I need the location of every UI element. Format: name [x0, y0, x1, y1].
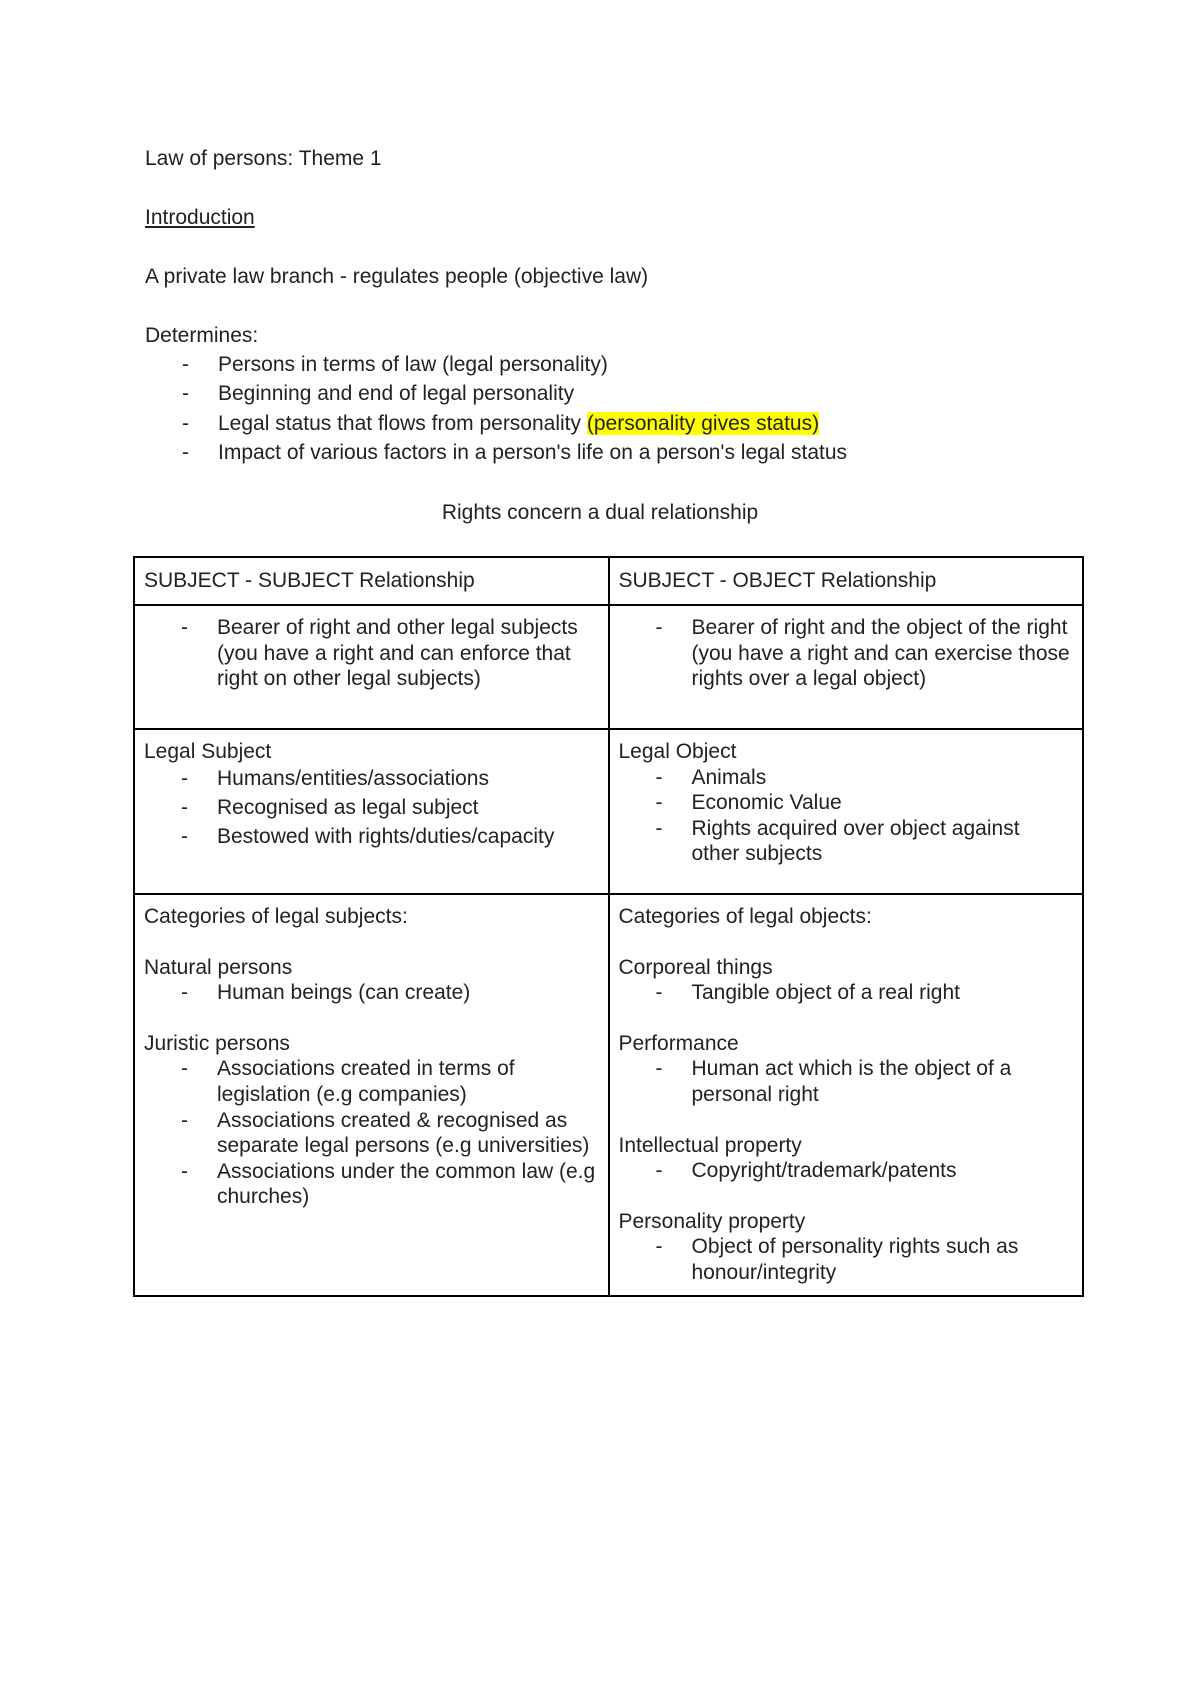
- list-item-text: Object of personality rights such as honour/integrity: [691, 1235, 1019, 1285]
- list-item-text: Associations created in terms of legislation (e.g companies): [217, 1057, 515, 1107]
- list-item-text: Human act which is the object of a personal right: [691, 1057, 1012, 1107]
- cell-list: [619, 615, 1074, 692]
- list-item: [144, 823, 599, 852]
- cell-list: [619, 1158, 1074, 1184]
- bullet-dash: -: [655, 1159, 663, 1183]
- table-caption: Rights concern a dual relationship: [441, 501, 759, 524]
- bullet-dash: -: [181, 1159, 188, 1183]
- bullet-dash: -: [655, 816, 663, 840]
- table-cell: [134, 894, 609, 1296]
- list-item-text: Economic Value: [691, 791, 842, 815]
- list-item-text: Animals: [691, 765, 767, 789]
- list-item: [145, 440, 847, 469]
- group-name: Personality property: [618, 1209, 806, 1233]
- cell-list: [619, 1056, 1074, 1107]
- bullet-dash: -: [181, 1108, 188, 1132]
- list-item: [619, 615, 1074, 692]
- list-item: [619, 1158, 1074, 1184]
- bullet-dash: -: [655, 981, 663, 1005]
- list-item: [144, 1056, 599, 1107]
- list-item: [145, 381, 847, 410]
- cell-list: [144, 1056, 599, 1210]
- cell-list: [144, 615, 599, 692]
- cell-title: Categories of legal objects:: [618, 905, 872, 928]
- list-item-text: Rights acquired over object against other subjects: [691, 816, 1020, 866]
- bullet-dash: -: [181, 824, 188, 848]
- table-cell: [609, 729, 1084, 894]
- bullet-dash: -: [655, 791, 663, 815]
- bullet-dash: -: [182, 382, 189, 406]
- group-name: Juristic persons: [144, 1031, 290, 1055]
- cell-title: Legal Object: [618, 740, 737, 763]
- list-item: [619, 765, 1074, 791]
- list-item: [144, 765, 599, 794]
- table-cell: [609, 605, 1084, 729]
- list-item-text: Human beings (can create): [217, 981, 471, 1005]
- cell-list: [619, 1234, 1074, 1285]
- cell-title: Legal Subject: [144, 740, 272, 763]
- list-item: [619, 980, 1074, 1006]
- bullet-dash: -: [655, 1057, 663, 1081]
- determines-label: Determines:: [145, 324, 259, 347]
- list-item-text: Copyright/trademark/patents: [691, 1159, 957, 1183]
- cell-list: [144, 980, 599, 1006]
- list-item: [619, 1056, 1074, 1107]
- table-row: [134, 894, 1083, 1296]
- list-item-text: Recognised as legal subject: [217, 795, 479, 819]
- table-row: [134, 729, 1083, 894]
- bullet-dash: -: [182, 353, 189, 376]
- cell-list: [144, 765, 599, 852]
- table-header-cell: SUBJECT - SUBJECT Relationship: [134, 557, 609, 605]
- list-item: [144, 615, 599, 692]
- list-item: [145, 411, 847, 440]
- bullet-dash: -: [181, 795, 188, 819]
- list-item-text: Bestowed with rights/duties/capacity: [217, 824, 555, 848]
- group-name: Intellectual property: [618, 1133, 802, 1157]
- list-item-text: Associations created & recognised as separate legal persons (e.g universities): [217, 1108, 590, 1158]
- list-item-text: Bearer of right and the object of the right (you have a right and can exercise those rights over a legal object): [691, 616, 1070, 691]
- list-item-text: Beginning and end of legal personality: [218, 382, 575, 406]
- list-item-text: Tangible object of a real right: [691, 981, 960, 1005]
- list-item: [619, 790, 1074, 816]
- table-cell: [134, 605, 609, 729]
- bullet-dash: -: [655, 616, 663, 639]
- group-name: Performance: [618, 1031, 739, 1055]
- group-name: Corporeal things: [618, 955, 773, 979]
- cell-title: Categories of legal subjects:: [144, 905, 408, 928]
- document-title: Law of persons: Theme 1: [145, 147, 382, 170]
- bullet-dash: -: [181, 616, 188, 639]
- relationship-table: [133, 556, 1084, 1297]
- list-item-text: Bearer of right and other legal subjects (you have a right and can enforce that right on other legal subjects): [217, 616, 578, 691]
- list-item: [144, 1108, 599, 1159]
- table-header-row: [134, 557, 1083, 605]
- list-item-text: Persons in terms of law (legal personality): [218, 353, 608, 376]
- list-item-text: Humans/entities/associations: [217, 766, 489, 790]
- cell-list: [619, 765, 1074, 867]
- list-item-text: Impact of various factors in a person's life on a person's legal status: [218, 440, 848, 464]
- bullet-dash: -: [655, 765, 663, 789]
- list-item: [144, 794, 599, 823]
- list-item: [144, 980, 599, 1006]
- list-item: [144, 1159, 599, 1210]
- cell-list: [619, 980, 1074, 1006]
- list-item-text: Associations under the common law (e.g churches): [217, 1159, 596, 1209]
- bullet-dash: -: [181, 1057, 188, 1081]
- bullet-dash: -: [181, 981, 188, 1005]
- table-header-cell: SUBJECT - OBJECT Relationship: [609, 557, 1084, 605]
- bullet-dash: -: [182, 411, 189, 435]
- list-item-text: Legal status that flows from personality: [218, 411, 587, 435]
- bullet-dash: -: [181, 766, 188, 790]
- list-item: [619, 816, 1074, 867]
- list-item: [145, 352, 847, 381]
- intro-paragraph: A private law branch - regulates people (objective law): [145, 265, 649, 288]
- highlighted-text: (personality gives status): [586, 411, 820, 435]
- table-cell: [609, 894, 1084, 1296]
- bullet-dash: -: [182, 440, 189, 464]
- table-cell: [134, 729, 609, 894]
- determines-list: [145, 352, 847, 469]
- group-name: Natural persons: [144, 955, 293, 979]
- bullet-dash: -: [655, 1235, 663, 1259]
- section-heading: Introduction: [145, 206, 255, 229]
- table-row: [134, 605, 1083, 729]
- list-item: [619, 1234, 1074, 1285]
